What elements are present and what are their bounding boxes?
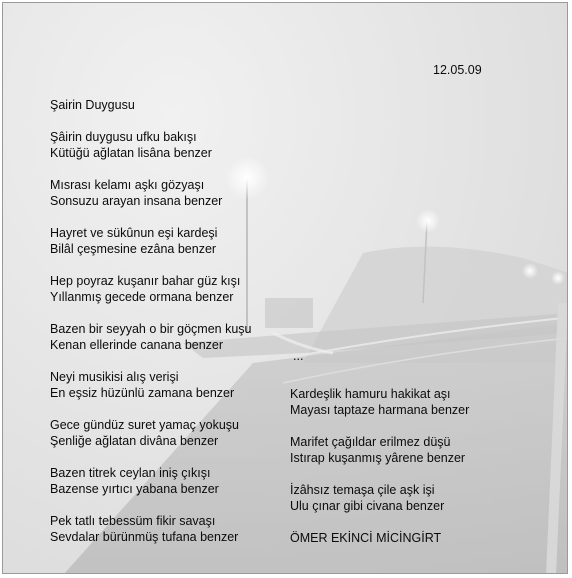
poem-line: Bazen bir seyyah o bir göçmen kuşu <box>50 322 252 336</box>
poem-line: Pek tatlı tebessüm fikir savaşı <box>50 514 216 528</box>
poem-line: Neyi musikisi alış verişi <box>50 370 179 384</box>
poem-line: Hep poyraz kuşanır bahar güz kışı <box>50 274 241 288</box>
poem-line: Bazense yırtıcı yabana benzer <box>50 482 219 496</box>
poem-line: İzâhsız temaşa çile aşk işi <box>290 483 435 497</box>
poem-line: Mısrası kelamı aşkı gözyaşı <box>50 178 205 192</box>
left-stanza <box>50 177 222 209</box>
poem-line: Şâirin duygusu ufku bakışı <box>50 130 197 144</box>
left-stanza <box>50 369 234 401</box>
poem-background-photo <box>2 2 568 574</box>
poem-line: Kütüğü ağlatan lisâna benzer <box>50 146 212 160</box>
poem-line: Sonsuzu arayan insana benzer <box>50 194 223 208</box>
left-stanza <box>50 225 217 257</box>
poem-line: Kardeşlik hamuru hakikat aşı <box>290 387 451 401</box>
poem-title: Şairin Duygusu <box>50 98 135 112</box>
poem-line: Yıllanmış gecede ormana benzer <box>50 290 234 304</box>
poem-line: Gece gündüz suret yamaç yokuşu <box>50 418 239 432</box>
poem-line: En eşsiz hüzünlü zamana benzer <box>50 386 235 400</box>
poem-line: Şenliğe ağlatan divâna benzer <box>50 434 219 448</box>
poem-line: Mayası taptaze harmana benzer <box>290 403 470 417</box>
poem-line: Bazen titrek ceylan iniş çıkışı <box>50 466 211 480</box>
left-stanza <box>50 417 239 449</box>
right-stanza <box>290 434 465 466</box>
left-stanza <box>50 273 240 305</box>
left-stanza <box>50 321 252 353</box>
right-stanza <box>290 482 444 514</box>
poem-author: ÖMER EKİNCİ MİCİNGİRT <box>290 531 442 545</box>
poem-date: 12.05.09 <box>433 63 482 77</box>
poem-line: Ulu çınar gibi civana benzer <box>290 499 445 513</box>
poem-line: Istırap kuşanmış yârene benzer <box>290 451 466 465</box>
poem-line: Sevdalar bürünmüş tufana benzer <box>50 530 239 544</box>
left-stanza <box>50 129 212 161</box>
poem-line: Bilâl çeşmesine ezâna benzer <box>50 242 217 256</box>
ellipsis-separator: ... <box>293 349 304 363</box>
left-stanza <box>50 465 219 497</box>
poem-line: Hayret ve sükûnun eşi kardeşi <box>50 226 218 240</box>
poem-line: Marifet çağıldar erilmez düşü <box>290 435 451 449</box>
poem-line: Kenan ellerinde canana benzer <box>50 338 224 352</box>
left-stanza <box>50 513 238 545</box>
right-stanza <box>290 386 469 418</box>
